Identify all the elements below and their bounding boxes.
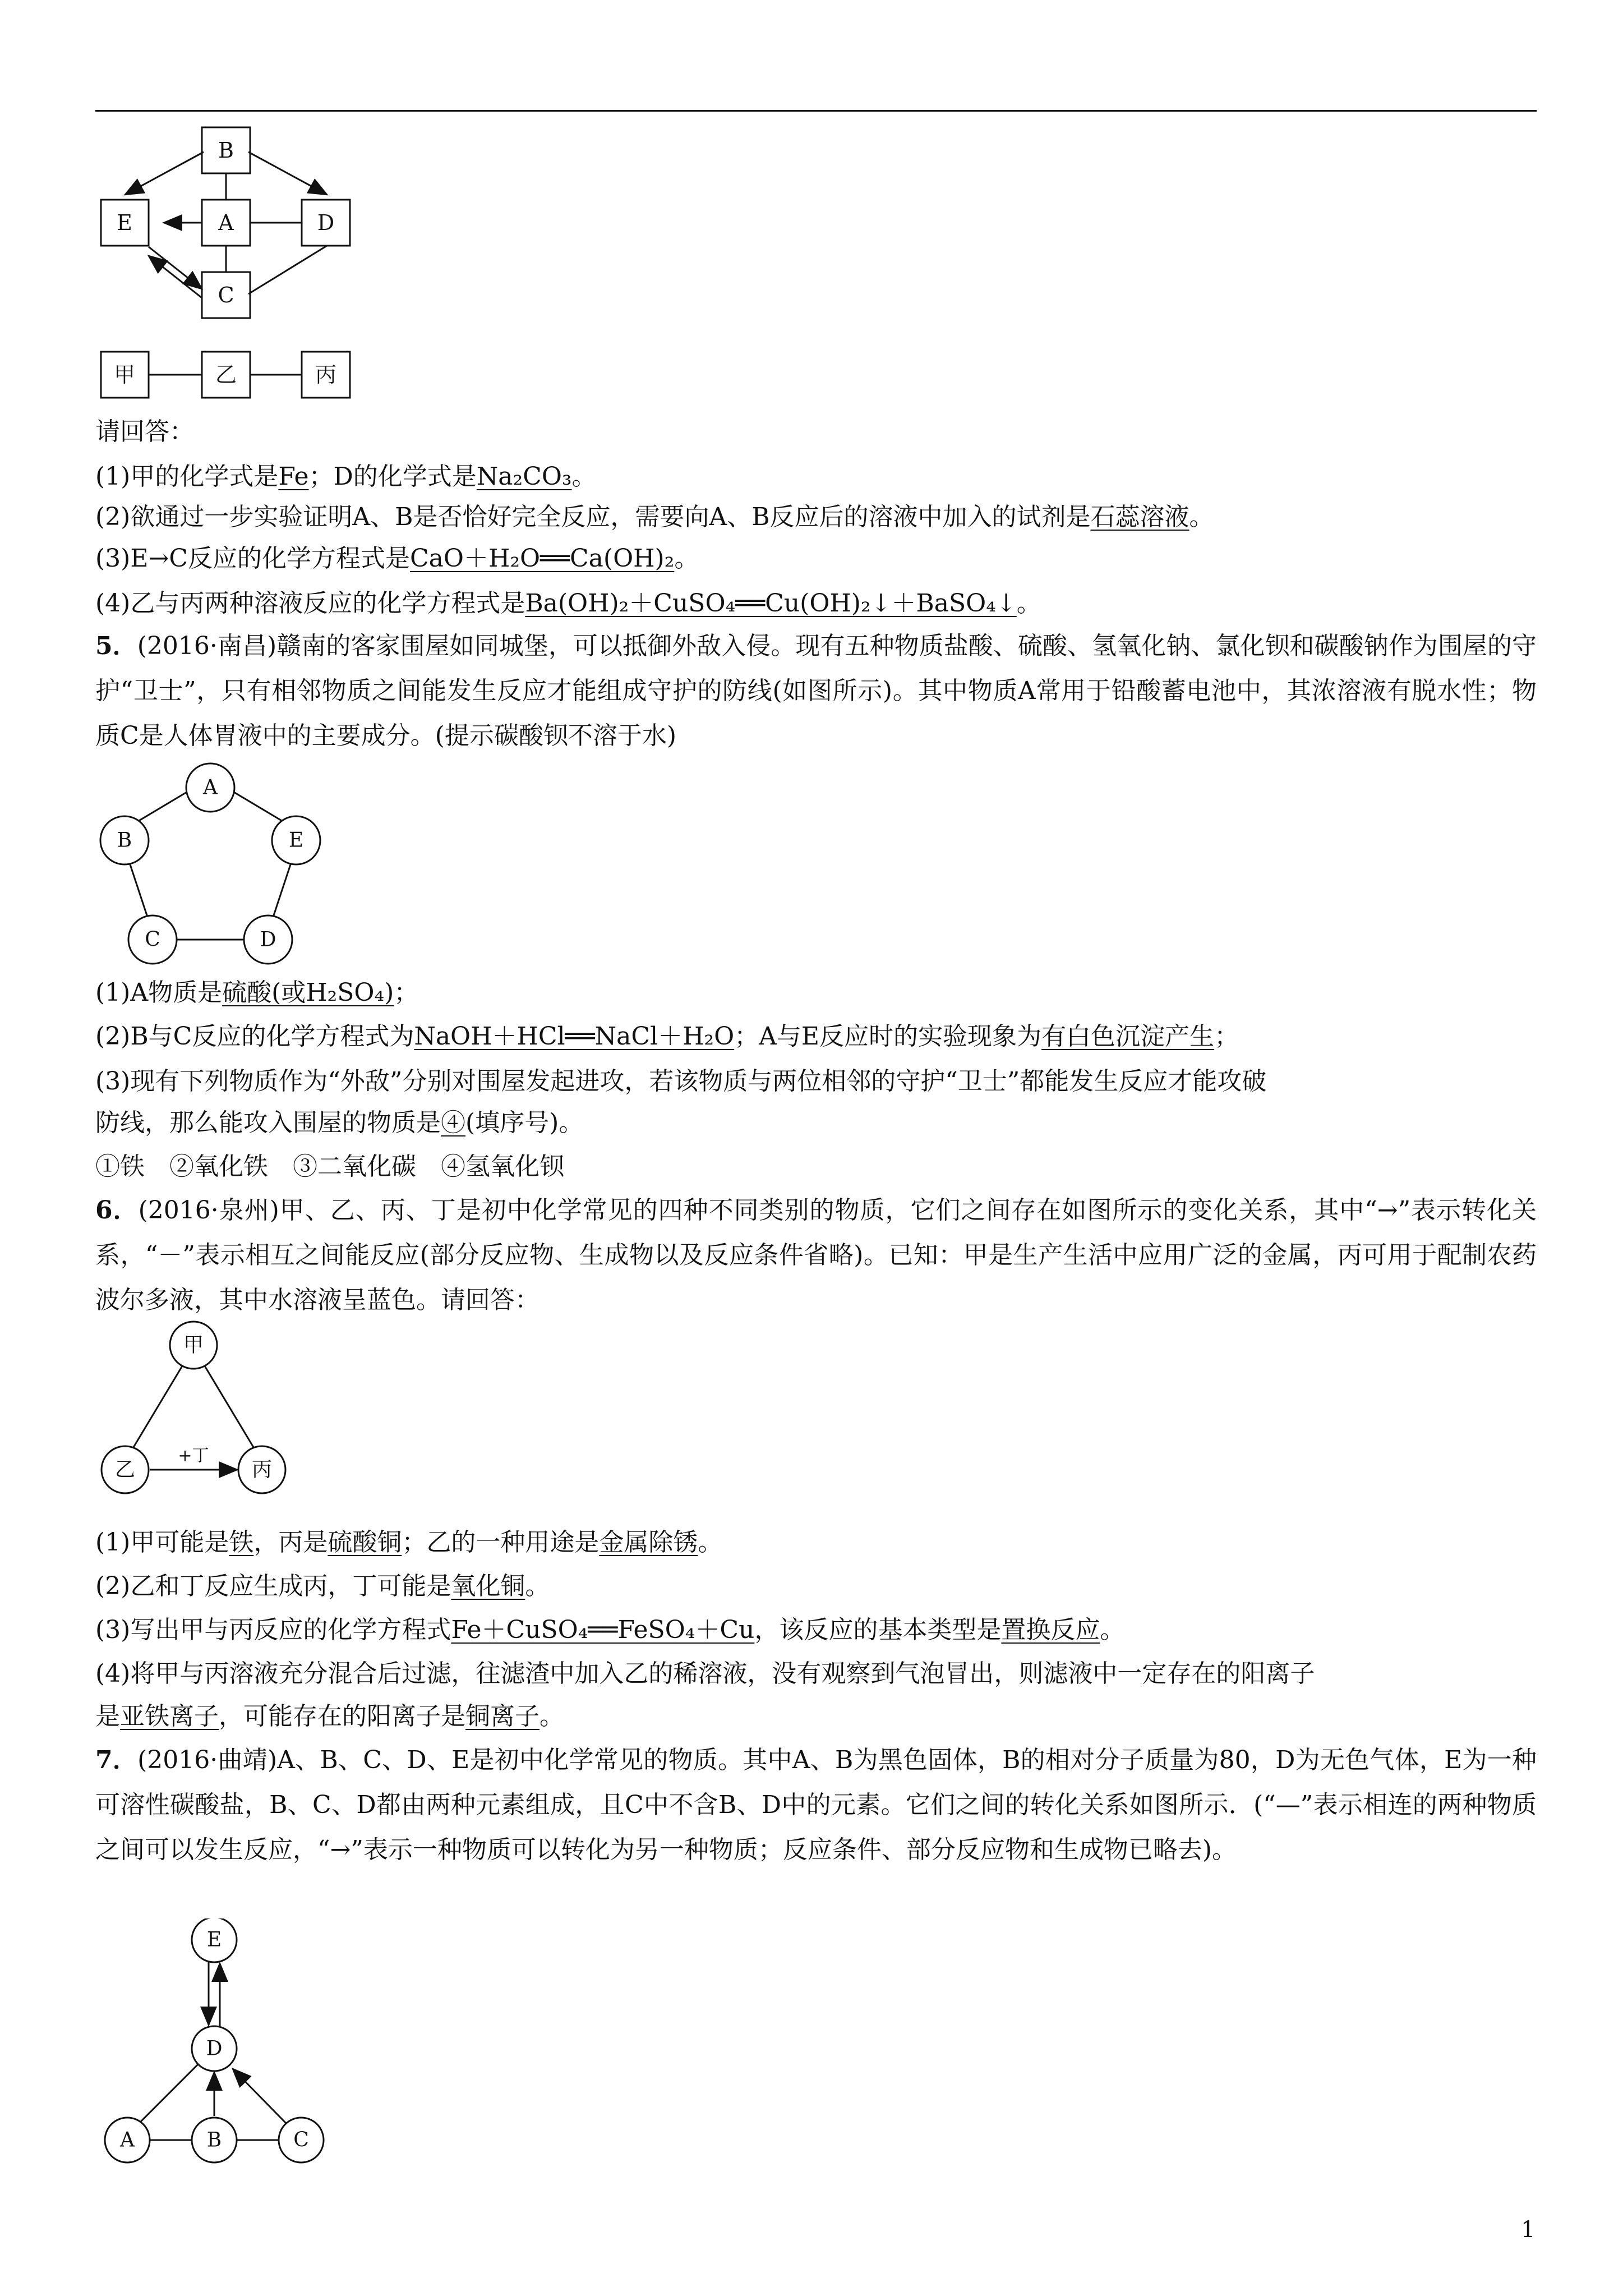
q4-diagram xyxy=(95,121,365,412)
node-e-label: E xyxy=(288,829,304,852)
node-jia-label: 甲 xyxy=(113,362,136,387)
answer-blank: 硫酸铜 xyxy=(328,1528,402,1557)
node-d-label: D xyxy=(317,210,335,235)
header-rule xyxy=(95,110,1537,112)
edge-d-c xyxy=(248,246,327,294)
edge-jia-bing xyxy=(205,1366,255,1450)
arrow-label: +丁 xyxy=(178,1446,209,1466)
answer-blank: 硫酸(或H₂SO₄) xyxy=(222,978,394,1007)
node-e-label: E xyxy=(206,1928,222,1952)
node-bing-label: 丙 xyxy=(315,362,337,387)
q7-diagram xyxy=(93,1918,356,2188)
node-yi-label: 乙 xyxy=(215,362,237,387)
q4-answer-3: (3)E→C反应的化学方程式是CaO＋H₂O══Ca(OH)₂。 xyxy=(95,544,699,573)
answer-blank: Fe xyxy=(278,462,309,491)
node-a-label: A xyxy=(120,2128,135,2152)
node-jia-label: 甲 xyxy=(183,1333,204,1357)
answer-blank: 铜离子 xyxy=(465,1702,540,1731)
node-b-label: B xyxy=(117,829,132,852)
answer-blank: 亚铁离子 xyxy=(120,1702,219,1731)
edge-e-c xyxy=(149,247,202,289)
q4-answer-1: (1)甲的化学式是Fe；D的化学式是Na₂CO₃。 xyxy=(95,462,597,491)
q6-triangle-diagram xyxy=(93,1318,328,1520)
node-c-label: C xyxy=(145,928,160,951)
q5-answer-2: (2)B与C反应的化学方程式为NaOH＋HCl══NaCl＋H₂O；A与E反应时的实验现象为有白色沉淀产生； xyxy=(95,1022,1239,1051)
question-number: 6． xyxy=(95,1196,139,1225)
edge-b-e xyxy=(125,152,204,195)
q5-pentagon-diagram xyxy=(93,757,334,976)
page-number: 1 xyxy=(1521,2217,1536,2243)
q5-answer-1: (1)A物质是硫酸(或H₂SO₄)； xyxy=(95,978,419,1007)
answer-blank: Fe＋CuSO₄══FeSO₄＋Cu xyxy=(451,1616,755,1644)
answer-blank: Na₂CO₃ xyxy=(476,462,572,491)
node-e-label: E xyxy=(117,210,132,235)
q6-answer-4-line1: (4)将甲与丙溶液充分混合后过滤，往滤渣中加入乙的稀溶液，没有观察到气泡冒出，则滤液中一定存在的阳离子 xyxy=(95,1659,1315,1688)
answer-blank: 置换反应 xyxy=(1001,1616,1100,1644)
answer-blank: ④ xyxy=(441,1108,465,1137)
q5-answer-3-line1: (3)现有下列物质作为“外敌”分别对围屋发起进攻，若该物质与两位相邻的守护“卫士”都能发生反应才能攻破 xyxy=(95,1067,1267,1096)
q7-stem: 7．(2016·曲靖)A、B、C、D、E是初中化学常见的物质。其中A、B为黑色固体，B的相对分子质量为80，D为无色气体，E为一种可溶性碳酸盐，B、C、D都由两种元素组成，且C中不含B、D中的元素。它们之间的转化关系如图所示．(“—”表示相连的两种物质之间可以发生反应，“→”表示一种物质可以转化为另一种物质；反应条件、部分反应物和生成物已略去)。 xyxy=(95,1746,1537,1864)
q4-prompt: 请回答： xyxy=(95,417,194,446)
node-a-label: A xyxy=(203,776,218,799)
edge-c-e xyxy=(149,256,202,298)
question-number: 7． xyxy=(95,1746,138,1774)
q6-stem: 6．(2016·泉州)甲、乙、丙、丁是初中化学常见的四种不同类别的物质，它们之间存在如图所示的变化关系，其中“→”表示转化关系，“－”表示相互之间能反应(部分反应物、生成物以及反应条件省略)。已知：甲是生产生活中应用广泛的金属，丙可用于配制农药波尔多液，其中水溶液呈蓝色。请回答： xyxy=(95,1196,1537,1314)
question-number: 5． xyxy=(95,632,137,660)
edge-c-to-d xyxy=(233,2069,286,2123)
node-a-label: A xyxy=(218,210,234,235)
node-yi-label: 乙 xyxy=(114,1458,136,1481)
answer-blank: 氧化铜 xyxy=(451,1572,525,1600)
edge-d-a xyxy=(141,2064,198,2122)
q5-answer-3-line2: 防线，那么能攻入围屋的物质是④(填序号)。 xyxy=(95,1108,584,1137)
q5-options: ①铁 ②氧化铁 ③二氧化碳 ④氢氧化钡 xyxy=(95,1152,564,1181)
q6-answer-2: (2)乙和丁反应生成丙，丁可能是氧化铜。 xyxy=(95,1572,550,1600)
answer-blank: 金属除锈 xyxy=(599,1528,698,1557)
q4-answer-2: (2)欲通过一步实验证明A、B是否恰好完全反应，需要向A、B反应后的溶液中加入的试剂是石蕊溶液。 xyxy=(95,503,1214,531)
answer-blank: 铁 xyxy=(229,1528,254,1557)
q6-answer-1: (1)甲可能是铁，丙是硫酸铜；乙的一种用途是金属除锈。 xyxy=(95,1528,723,1557)
answer-blank: 石蕊溶液 xyxy=(1090,503,1189,531)
edge-jia-yi xyxy=(132,1366,182,1450)
answer-blank: CaO＋H₂O══Ca(OH)₂ xyxy=(409,544,675,573)
answer-blank: Ba(OH)₂＋CuSO₄══Cu(OH)₂↓＋BaSO₄↓ xyxy=(525,589,1017,618)
node-d-label: D xyxy=(206,2037,223,2060)
answer-blank: NaOH＋HCl══NaCl＋H₂O xyxy=(414,1022,735,1051)
node-c-label: C xyxy=(293,2128,309,2152)
node-c-label: C xyxy=(218,283,234,307)
node-d-label: D xyxy=(260,928,276,951)
q6-answer-4-line2: 是亚铁离子，可能存在的阳离子是铜离子。 xyxy=(95,1702,564,1731)
answer-blank: 有白色沉淀产生 xyxy=(1041,1022,1215,1051)
edge-b-d xyxy=(248,152,327,195)
node-bing-label: 丙 xyxy=(251,1458,273,1481)
node-b-label: B xyxy=(206,2128,222,2152)
q6-answer-3: (3)写出甲与丙反应的化学方程式Fe＋CuSO₄══FeSO₄＋Cu，该反应的基本类型是置换反应。 xyxy=(95,1616,1125,1644)
node-b-label: B xyxy=(218,138,234,163)
q4-answer-4: (4)乙与丙两种溶液反应的化学方程式是Ba(OH)₂＋CuSO₄══Cu(OH)₂↓＋BaSO₄↓。 xyxy=(95,589,1041,618)
q5-stem: 5．(2016·南昌)赣南的客家围屋如同城堡，可以抵御外敌入侵。现有五种物质盐酸、硫酸、氢氧化钠、氯化钡和碳酸钠作为围屋的守护“卫士”，只有相邻物质之间能发生反应才能组成守护的防线(如图所示)。其中物质A常用于铅酸蓄电池中，其浓溶液有脱水性；物质C是人体胃液中的主要成分。(提示碳酸钡不溶于水) xyxy=(95,632,1537,750)
